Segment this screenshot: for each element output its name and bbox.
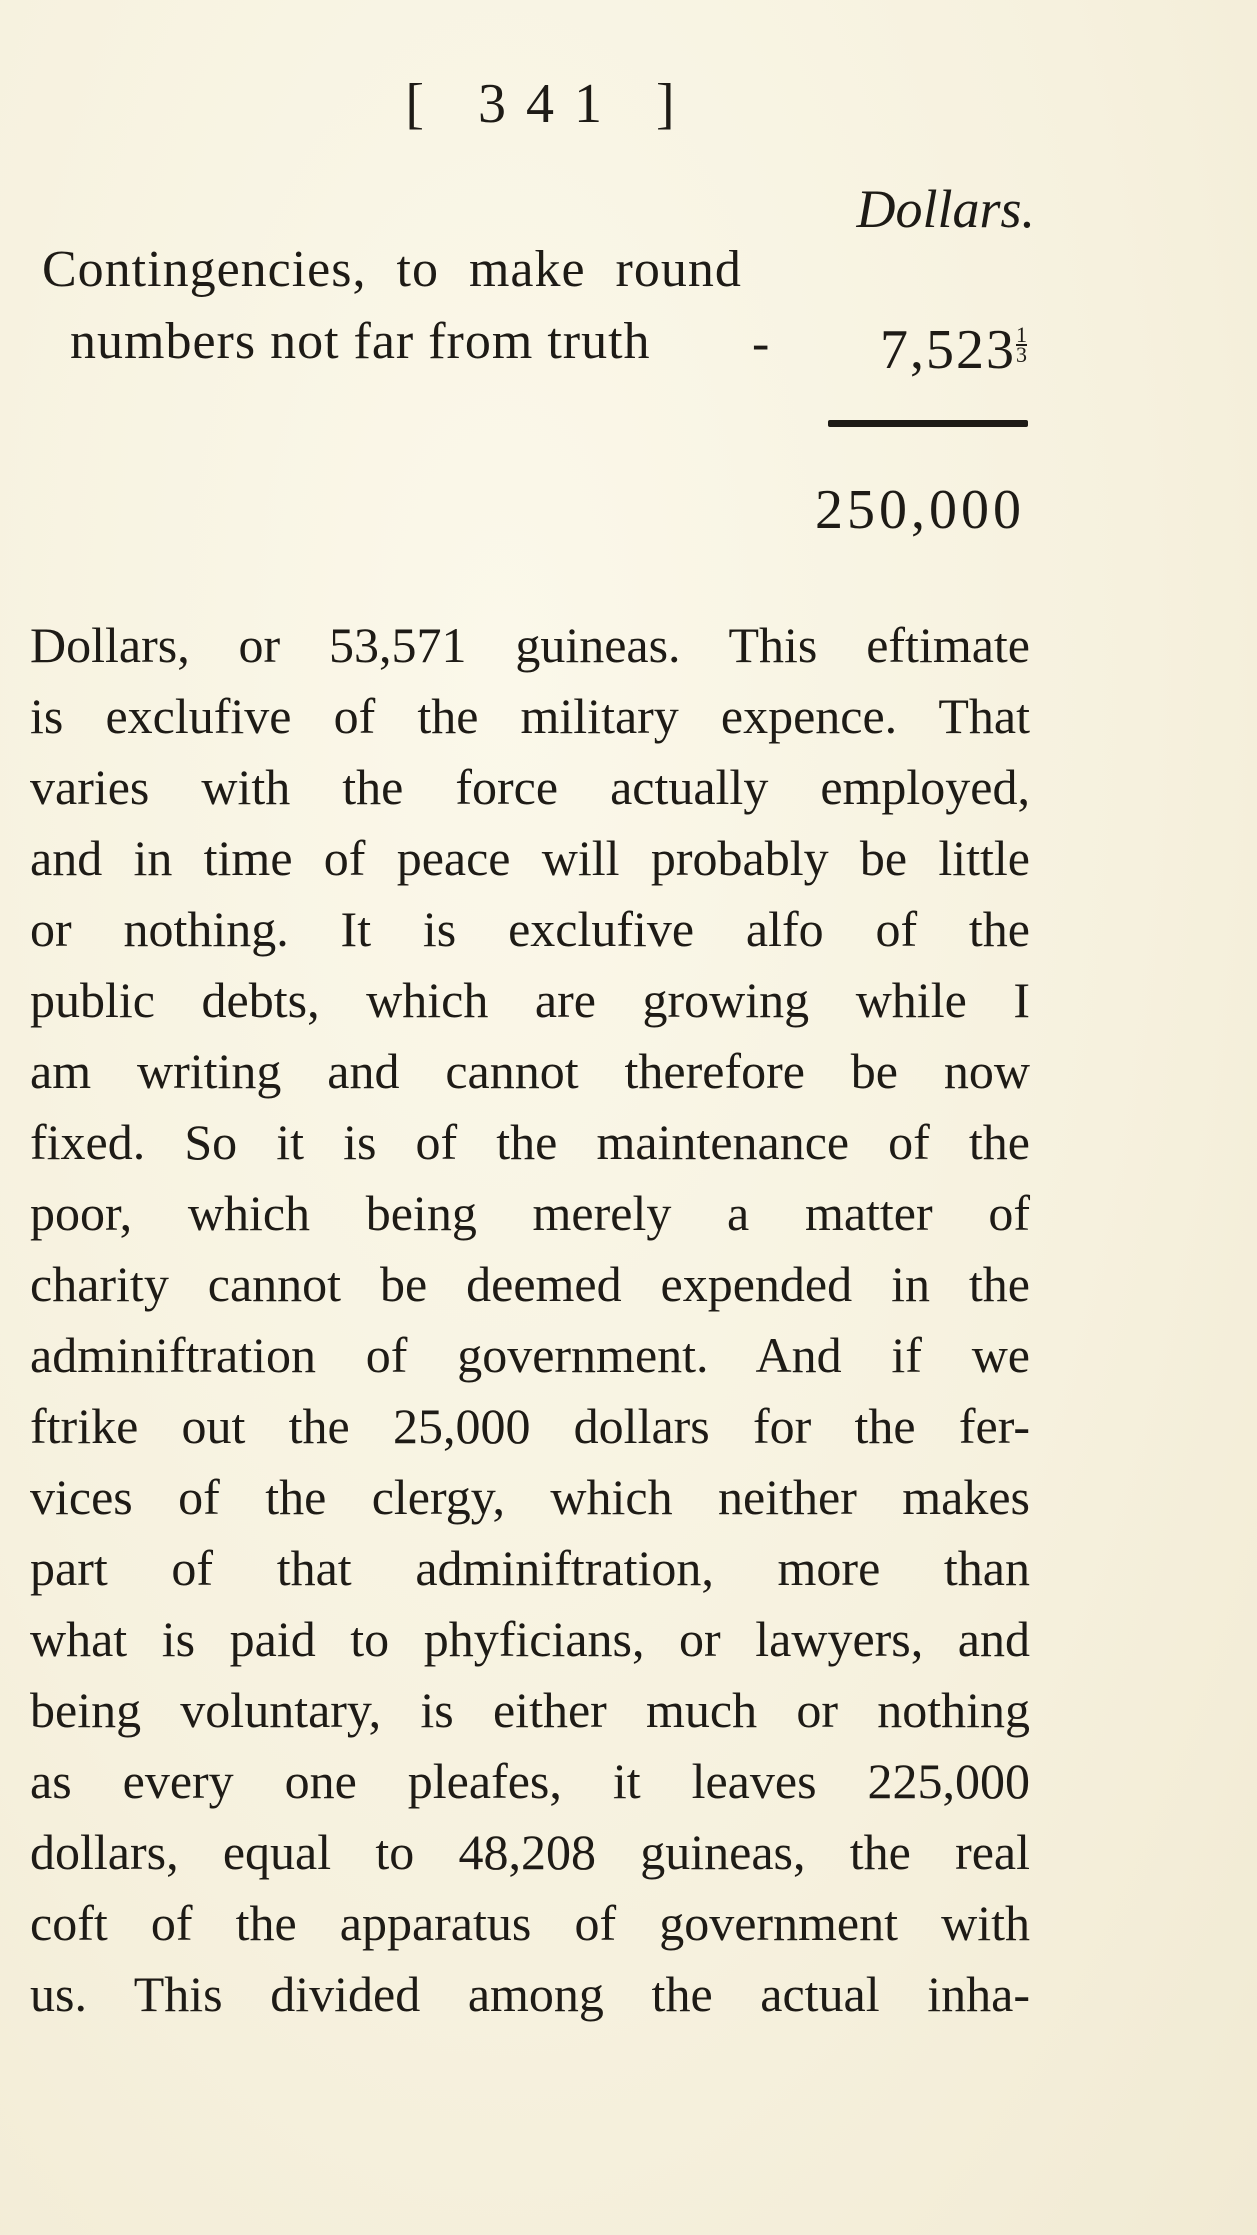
entry-label-line-2: numbers not far from truth [70,313,651,370]
body-line: adminiftration of government. And if we [30,1327,1030,1383]
entry-amount [880,318,1027,382]
entry-amount-value: 7,523 [880,319,1016,381]
entry-label-line-1: Contingencies, to make round [42,241,742,298]
body-text [30,610,1030,2030]
body-line: charity cannot be deemed expended in the [30,1256,1030,1312]
body-line: us. This divided among the actual inha- [30,1966,1030,2022]
body-line: ftrike out the 25,000 dollars for the fer- [30,1398,1030,1454]
sum-rule [828,420,1028,427]
body-line: being voluntary, is either much or nothing [30,1682,1030,1738]
body-line: poor, which being merely a matter of [30,1185,1030,1241]
page-number: [ 341 ] [405,73,695,135]
body-line: Dollars, or 53,571 guineas. This eftimate [30,617,1030,673]
body-line: am writing and cannot therefore be now [30,1043,1030,1099]
entry-amount-fraction [1016,322,1027,367]
fraction-numerator: 1 [1016,322,1027,347]
body-line: as every one pleafes, it leaves 225,000 [30,1753,1030,1809]
body-line: vices of the clergy, which neither makes [30,1469,1030,1525]
total-amount: 250,000 [815,479,1025,541]
body-line: is exclufive of the military expence. That [30,688,1030,744]
entry-dash: - [752,315,770,372]
column-header: Dollars. [856,179,1035,239]
fraction-denominator: 3 [1016,342,1027,367]
body-line: and in time of peace will probably be little [30,830,1030,886]
body-line: public debts, which are growing while I [30,972,1030,1028]
body-line: or nothing. It is exclufive alfo of the [30,901,1030,957]
body-line: fixed. So it is of the maintenance of the [30,1114,1030,1170]
body-line: what is paid to phyficians, or lawyers, and [30,1611,1030,1667]
body-line: coft of the apparatus of government with [30,1895,1030,1951]
body-line: dollars, equal to 48,208 guineas, the real [30,1824,1030,1880]
body-line: varies with the force actually employed, [30,759,1030,815]
body-line: part of that adminiftration, more than [30,1540,1030,1596]
